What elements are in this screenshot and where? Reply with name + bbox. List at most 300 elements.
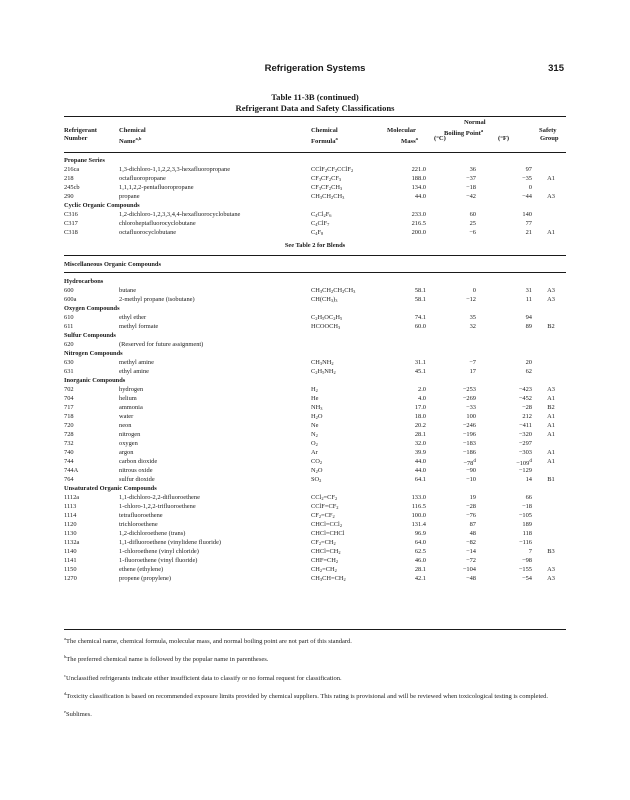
cell-boiling-point-c: −33 — [466, 404, 476, 411]
cell-refrigerant-number: C317 — [64, 220, 78, 227]
cell-chemical-name: trichloroethene — [119, 521, 158, 528]
cell-molecular-mass: 221.0 — [411, 166, 426, 173]
header-number: Number — [64, 135, 88, 143]
cell-refrigerant-number: C318 — [64, 229, 78, 236]
cell-molecular-mass: 4.0 — [418, 395, 426, 402]
table-row — [64, 385, 566, 394]
cell-refrigerant-number: 720 — [64, 422, 74, 429]
cell-safety-group: A3 — [547, 386, 555, 393]
running-head-title: Refrigeration Systems — [264, 63, 366, 74]
running-head — [64, 63, 566, 77]
cell-boiling-point-c: 17 — [469, 368, 476, 375]
cell-refrigerant-number: 704 — [64, 395, 74, 402]
footnote — [64, 634, 566, 646]
table-row — [64, 219, 566, 228]
cell-safety-group: B1 — [547, 476, 555, 483]
cell-chemical-formula: $N_2$ — [311, 431, 318, 438]
table-row — [64, 358, 566, 367]
cell-refrigerant-number: 732 — [64, 440, 74, 447]
table-header — [64, 119, 566, 153]
cell-refrigerant-number: 717 — [64, 404, 74, 411]
cell-boiling-point-f: 97 — [525, 166, 532, 173]
cell-chemical-formula: $CHF=CH_2$ — [311, 557, 339, 564]
cell-chemical-formula: $H_2$ — [311, 386, 318, 393]
cell-boiling-point-c: −82 — [466, 539, 476, 546]
cell-chemical-formula: $CClF=CF_2$ — [311, 503, 339, 510]
cell-boiling-point-f: 189 — [522, 521, 532, 528]
footnotes — [64, 634, 566, 726]
cell-chemical-name: argon — [119, 449, 134, 456]
cell-chemical-name: tetrafluoroethene — [119, 512, 163, 519]
header-bp-celsius: (°C) — [434, 135, 446, 143]
cell-boiling-point-c: $-78^d$ — [463, 458, 476, 468]
cell-refrigerant-number: 600 — [64, 287, 74, 294]
group-heading — [64, 304, 566, 313]
table-row — [64, 520, 566, 529]
footnote-text: The preferred chemical name is followed by the popular name in parentheses. — [66, 656, 269, 664]
group-label: Unsaturated Organic Compounds — [64, 485, 157, 492]
cell-boiling-point-c: −196 — [462, 431, 476, 438]
blends-note-text: See Table 2 for Blends — [284, 242, 346, 249]
cell-safety-group: B2 — [547, 323, 555, 330]
cell-boiling-point-c: 32 — [469, 323, 476, 330]
cell-chemical-formula: $C_4F_8$ — [311, 229, 324, 236]
cell-boiling-point-c: 100 — [466, 413, 476, 420]
cell-boiling-point-f: −54 — [522, 575, 532, 582]
cell-molecular-mass: 216.5 — [411, 220, 426, 227]
cell-refrigerant-number: 1132a — [64, 539, 80, 546]
cell-boiling-point-c: −253 — [462, 386, 476, 393]
header-name: Name$^{a,b}$ — [119, 136, 142, 146]
cell-boiling-point-c: −14 — [466, 548, 476, 555]
group-heading — [64, 260, 566, 269]
table-row — [64, 192, 566, 201]
cell-boiling-point-f: 140 — [522, 211, 532, 218]
cell-chemical-formula: Ar — [311, 449, 318, 456]
cell-boiling-point-c: −42 — [466, 193, 476, 200]
cell-refrigerant-number: 630 — [64, 359, 74, 366]
table-row — [64, 165, 566, 174]
cell-refrigerant-number: 216ca — [64, 166, 80, 173]
table-row — [64, 574, 566, 583]
footnote — [64, 707, 566, 719]
cell-boiling-point-c: 87 — [469, 521, 476, 528]
cell-boiling-point-f: 21 — [525, 229, 532, 236]
cell-molecular-mass: 45.1 — [414, 368, 426, 375]
cell-boiling-point-f: −105 — [518, 512, 532, 519]
cell-molecular-mass: 100.0 — [411, 512, 426, 519]
header-normal: Normal — [464, 119, 486, 126]
table-row — [64, 313, 566, 322]
cell-boiling-point-c: −104 — [462, 566, 476, 573]
table-row — [64, 174, 566, 183]
cell-refrigerant-number: 718 — [64, 413, 74, 420]
cell-chemical-name: 1,2-dichloro-1,2,3,3,4,4-hexafluorocyclobutane — [119, 211, 241, 218]
cell-molecular-mass: 42.1 — [414, 575, 426, 582]
cell-chemical-formula: $CH_2=CH_2$ — [311, 566, 337, 573]
cell-boiling-point-c: −76 — [466, 512, 476, 519]
cell-refrigerant-number: 1112a — [64, 494, 80, 501]
cell-chemical-name: ethyl amine — [119, 368, 149, 375]
section-rule — [64, 272, 566, 273]
table-row — [64, 493, 566, 502]
cell-refrigerant-number: 631 — [64, 368, 74, 375]
cell-boiling-point-f: −18 — [522, 503, 532, 510]
cell-safety-group: A1 — [547, 458, 555, 465]
cell-refrigerant-number: 1150 — [64, 566, 77, 573]
cell-chemical-formula: $CH(CH_3)_3$ — [311, 296, 338, 303]
cell-molecular-mass: 44.0 — [414, 458, 426, 465]
header-group: Group — [540, 135, 559, 143]
cell-molecular-mass: 18.0 — [414, 413, 426, 420]
group-heading — [64, 201, 566, 210]
footnote-text: Sublimes. — [66, 711, 92, 719]
cell-chemical-name: 1,1-difluoroethene (vinylidene fluoride) — [119, 539, 222, 546]
cell-molecular-mass: 39.9 — [414, 449, 426, 456]
cell-molecular-mass: 28.1 — [414, 431, 426, 438]
cell-molecular-mass: 2.0 — [418, 386, 426, 393]
table-row — [64, 556, 566, 565]
cell-molecular-mass: 64.1 — [414, 476, 426, 483]
cell-molecular-mass: 133.0 — [411, 494, 426, 501]
cell-refrigerant-number: 740 — [64, 449, 74, 456]
table-row — [64, 183, 566, 192]
header-molecular: Molecular — [387, 127, 416, 134]
table-row — [64, 322, 566, 331]
cell-boiling-point-c: 36 — [469, 166, 476, 173]
cell-boiling-point-f: 66 — [525, 494, 532, 501]
cell-safety-group: A3 — [547, 296, 555, 303]
cell-refrigerant-number: 620 — [64, 341, 74, 348]
cell-refrigerant-number: 610 — [64, 314, 74, 321]
cell-safety-group: A3 — [547, 566, 555, 573]
cell-boiling-point-c: −72 — [466, 557, 476, 564]
footnote-text: Toxicity classification is based on recommended exposure limits provided by chemical suppliers. This rating is provisional and will be reviewed when toxicological testing is completed. — [66, 693, 549, 701]
table-header-rule — [64, 152, 566, 153]
cell-chemical-name: methyl formate — [119, 323, 159, 330]
cell-boiling-point-f: −98 — [522, 557, 532, 564]
table-row — [64, 448, 566, 457]
table-row — [64, 511, 566, 520]
cell-safety-group: A3 — [547, 575, 555, 582]
cell-chemical-name: chloroheptafluorocyclobutane — [119, 220, 196, 227]
cell-refrigerant-number: 218 — [64, 175, 74, 182]
group-label: Miscellaneous Organic Compounds — [64, 261, 161, 268]
cell-chemical-name: methyl amine — [119, 359, 154, 366]
cell-chemical-name: (Reserved for future assignment) — [119, 341, 204, 348]
cell-chemical-name: 1,1,1,2,2-pentafluoropropane — [119, 184, 194, 191]
cell-chemical-formula: $C_2H_5NH_2$ — [311, 368, 336, 375]
cell-boiling-point-c: 48 — [469, 530, 476, 537]
table-row — [64, 466, 566, 475]
table-row — [64, 502, 566, 511]
cell-boiling-point-c: −246 — [462, 422, 476, 429]
cell-chemical-name: 1,3-dichloro-1,1,2,2,3,3-hexafluoropropane — [119, 166, 231, 173]
cell-boiling-point-f: −44 — [522, 193, 532, 200]
cell-boiling-point-c: −48 — [466, 575, 476, 582]
cell-molecular-mass: 116.5 — [411, 503, 426, 510]
cell-molecular-mass: 31.1 — [414, 359, 426, 366]
group-label: Sulfur Compounds — [64, 332, 116, 339]
cell-molecular-mass: 188.0 — [411, 175, 426, 182]
cell-chemical-formula: $CCl_2=CF_2$ — [311, 494, 338, 501]
table-row — [64, 412, 566, 421]
header-refrigerant: Refrigerant — [64, 127, 97, 134]
table-row — [64, 295, 566, 304]
cell-boiling-point-c: −28 — [466, 503, 476, 510]
cell-chemical-formula: $CClF_2CF_2CClF_2$ — [311, 166, 354, 173]
cell-chemical-name: 1-fluoroethene (vinyl fluoride) — [119, 557, 198, 564]
cell-boiling-point-f: −303 — [518, 449, 532, 456]
cell-refrigerant-number: 1120 — [64, 521, 77, 528]
cell-boiling-point-f: 94 — [525, 314, 532, 321]
cell-molecular-mass: 46.0 — [414, 557, 426, 564]
cell-chemical-formula: CHCl=CCl$_2$ — [311, 521, 343, 528]
cell-chemical-name: nitrogen — [119, 431, 141, 438]
cell-boiling-point-c: −18 — [466, 184, 476, 191]
cell-refrigerant-number: 1113 — [64, 503, 77, 510]
footnote-mark: b — [64, 654, 67, 660]
group-heading — [64, 376, 566, 385]
cell-chemical-name: octafluorocyclobutane — [119, 229, 177, 236]
header-boiling-point: Boiling Point$^a$ — [444, 128, 484, 138]
cell-chemical-name: 1,1-dichloro-2,2-difluoroethene — [119, 494, 200, 501]
cell-boiling-point-c: −269 — [462, 395, 476, 402]
cell-chemical-name: carbon dioxide — [119, 458, 158, 465]
cell-chemical-name: neon — [119, 422, 132, 429]
cell-boiling-point-f: 14 — [525, 476, 532, 483]
cell-chemical-formula: $CF_2=CF_2$ — [311, 512, 335, 519]
footnote — [64, 652, 566, 664]
cell-molecular-mass: 233.0 — [411, 211, 426, 218]
cell-safety-group: A1 — [547, 431, 555, 438]
cell-boiling-point-f: 11 — [525, 296, 532, 303]
cell-chemical-formula: $H_2O$ — [311, 413, 323, 420]
table-row — [64, 228, 566, 237]
cell-boiling-point-c: −90 — [466, 467, 476, 474]
cell-chemical-name: water — [119, 413, 134, 420]
cell-boiling-point-c: −10 — [466, 476, 476, 483]
cell-refrigerant-number: 744A — [64, 467, 79, 474]
cell-chemical-name: butane — [119, 287, 137, 294]
header-formula: Formula$^a$ — [311, 136, 338, 146]
cell-boiling-point-f: $-109^d$ — [516, 458, 532, 468]
cell-refrigerant-number: 728 — [64, 431, 74, 438]
group-heading — [64, 484, 566, 493]
cell-boiling-point-f: −155 — [518, 566, 532, 573]
table-row — [64, 529, 566, 538]
cell-boiling-point-c: −12 — [466, 296, 476, 303]
header-mass: Mass$^a$ — [401, 136, 418, 146]
cell-chemical-name: 1-chloroethene (vinyl chloride) — [119, 548, 199, 555]
header-bp-fahrenheit: (°F) — [498, 135, 510, 143]
cell-boiling-point-c: −7 — [469, 359, 476, 366]
cell-molecular-mass: 32.0 — [414, 440, 426, 447]
cell-chemical-name: 1,2-dichloroethene (trans) — [119, 530, 186, 537]
cell-molecular-mass: 200.0 — [411, 229, 426, 236]
cell-boiling-point-f: 62 — [525, 368, 532, 375]
group-heading — [64, 331, 566, 340]
cell-refrigerant-number: 611 — [64, 323, 74, 330]
table-row — [64, 421, 566, 430]
footnote-text: Unclassified refrigerants indicate either insufficient data to classify or no formal request for classification. — [66, 674, 342, 682]
table-row — [64, 565, 566, 574]
cell-chemical-name: ethyl ether — [119, 314, 147, 321]
cell-molecular-mass: 28.1 — [414, 566, 426, 573]
cell-chemical-formula: $CF_3CF_2CH_3$ — [311, 184, 343, 191]
cell-molecular-mass: 44.0 — [414, 467, 426, 474]
table-bottom-rule — [64, 629, 566, 630]
cell-boiling-point-f: −35 — [522, 175, 532, 182]
cell-refrigerant-number: 764 — [64, 476, 74, 483]
cell-molecular-mass: 44.0 — [414, 193, 426, 200]
group-label: Cyclic Organic Compounds — [64, 202, 140, 209]
cell-boiling-point-f: −411 — [519, 422, 532, 429]
cell-boiling-point-f: 212 — [522, 413, 532, 420]
header-chemical-2: Chemical — [311, 127, 338, 134]
page-number: 315 — [548, 63, 564, 74]
cell-chemical-formula: $SO_2$ — [311, 476, 322, 483]
cell-molecular-mass: 64.0 — [414, 539, 426, 546]
cell-boiling-point-c: 60 — [469, 211, 476, 218]
cell-chemical-formula: $CHCl=CH_2$ — [311, 548, 341, 555]
cell-refrigerant-number: 1140 — [64, 548, 77, 555]
footnote-mark: e — [64, 709, 66, 715]
cell-safety-group: B3 — [547, 548, 555, 555]
cell-chemical-formula: $CF_3CF_2CF_3$ — [311, 175, 342, 182]
table-row — [64, 403, 566, 412]
cell-chemical-name: helium — [119, 395, 137, 402]
cell-refrigerant-number: 702 — [64, 386, 74, 393]
cell-safety-group: A3 — [547, 193, 555, 200]
cell-chemical-name: propene (propylene) — [119, 575, 171, 582]
cell-molecular-mass: 17.0 — [414, 404, 426, 411]
table-row — [64, 538, 566, 547]
cell-molecular-mass: 20.2 — [414, 422, 426, 429]
cell-chemical-formula: $N_2O$ — [311, 467, 323, 474]
table-row — [64, 286, 566, 295]
section-rule — [64, 255, 566, 256]
table-title: Table 11-3B (continued) — [271, 92, 359, 102]
cell-molecular-mass: 131.4 — [411, 521, 426, 528]
cell-chemical-formula: $CH_3CH=CH_2$ — [311, 575, 346, 582]
cell-safety-group: A1 — [547, 395, 555, 402]
cell-chemical-name: oxygen — [119, 440, 138, 447]
cell-boiling-point-f: 89 — [525, 323, 532, 330]
cell-chemical-name: sulfur dioxide — [119, 476, 155, 483]
cell-boiling-point-c: 25 — [469, 220, 476, 227]
cell-boiling-point-c: −6 — [469, 229, 476, 236]
cell-boiling-point-c: −37 — [466, 175, 476, 182]
cell-safety-group: A1 — [547, 175, 555, 182]
cell-chemical-name: octafluoropropane — [119, 175, 166, 182]
cell-chemical-formula: $CH_3NH_2$ — [311, 359, 334, 366]
cell-boiling-point-f: 0 — [528, 184, 532, 191]
cell-boiling-point-f: −320 — [518, 431, 532, 438]
table-subtitle: Refrigerant Data and Safety Classifications — [235, 103, 395, 113]
cell-refrigerant-number: C316 — [64, 211, 78, 218]
cell-boiling-point-f: 77 — [525, 220, 532, 227]
table-row — [64, 367, 566, 376]
cell-safety-group: A1 — [547, 422, 555, 429]
group-heading — [64, 277, 566, 286]
footnote — [64, 671, 566, 683]
group-label: Hydrocarbons — [64, 278, 104, 285]
cell-boiling-point-f: −452 — [518, 395, 532, 402]
cell-chemical-name: ammonia — [119, 404, 143, 411]
group-label: Nitrogen Compounds — [64, 350, 123, 357]
cell-chemical-formula: $HCOOCH_3$ — [311, 323, 341, 330]
cell-molecular-mass: 134.0 — [411, 184, 426, 191]
cell-boiling-point-c: 19 — [469, 494, 476, 501]
cell-refrigerant-number: 600a — [64, 296, 77, 303]
cell-refrigerant-number: 1270 — [64, 575, 77, 582]
table-row — [64, 475, 566, 484]
cell-chemical-formula: $C_4ClF_7$ — [311, 220, 330, 227]
cell-chemical-name: propane — [119, 193, 140, 200]
cell-boiling-point-f: −116 — [519, 539, 532, 546]
table-row — [64, 210, 566, 219]
cell-safety-group: A1 — [547, 229, 555, 236]
table-row — [64, 457, 566, 466]
cell-boiling-point-f: −423 — [518, 386, 532, 393]
cell-refrigerant-number: 744 — [64, 458, 74, 465]
cell-molecular-mass: 62.5 — [414, 548, 426, 555]
cell-chemical-name: hydrogen — [119, 386, 144, 393]
group-label: Inorganic Compounds — [64, 377, 126, 384]
cell-safety-group: A3 — [547, 287, 555, 294]
table-row — [64, 340, 566, 349]
blends-note — [64, 241, 566, 250]
cell-refrigerant-number: 1114 — [64, 512, 77, 519]
header-safety: Safety — [539, 127, 557, 134]
cell-chemical-formula: $NH_3$ — [311, 404, 323, 411]
cell-chemical-formula: $CO_2$ — [311, 458, 323, 465]
table-row — [64, 430, 566, 439]
cell-refrigerant-number: 1130 — [64, 530, 77, 537]
cell-boiling-point-f: 7 — [528, 548, 532, 555]
cell-molecular-mass: 60.0 — [414, 323, 426, 330]
cell-chemical-formula: $C_2H_5OC_2H_5$ — [311, 314, 343, 321]
footnote — [64, 689, 566, 701]
cell-chemical-formula: Ne — [311, 422, 319, 429]
cell-molecular-mass: 74.1 — [414, 314, 426, 321]
cell-boiling-point-f: 31 — [525, 287, 532, 294]
cell-chemical-formula: $C_4Cl_2F_6$ — [311, 211, 332, 218]
cell-boiling-point-f: 118 — [522, 530, 532, 537]
cell-molecular-mass: 58.1 — [414, 287, 426, 294]
cell-chemical-formula: $CH_3CH_2CH_3$ — [311, 193, 345, 200]
cell-boiling-point-f: −297 — [518, 440, 532, 447]
cell-chemical-formula: $CH_3CH_2CH_2CH_3$ — [311, 287, 356, 294]
cell-boiling-point-c: −183 — [462, 440, 476, 447]
cell-chemical-formula: CHCl=CHCl — [311, 530, 345, 537]
cell-safety-group: B2 — [547, 404, 555, 411]
table-row — [64, 394, 566, 403]
cell-boiling-point-f: 20 — [525, 359, 532, 366]
cell-boiling-point-c: 35 — [469, 314, 476, 321]
cell-refrigerant-number: 245cb — [64, 184, 80, 191]
cell-molecular-mass: 58.1 — [414, 296, 426, 303]
table-row — [64, 439, 566, 448]
table-top-rule — [64, 116, 566, 117]
cell-safety-group: A1 — [547, 449, 555, 456]
cell-chemical-name: ethene (ethylene) — [119, 566, 164, 573]
cell-boiling-point-f: −28 — [522, 404, 532, 411]
cell-chemical-name: 1-chloro-1,2,2-trifluoroethene — [119, 503, 196, 510]
cell-refrigerant-number: 1141 — [64, 557, 77, 564]
footnote-mark: c — [64, 672, 66, 678]
